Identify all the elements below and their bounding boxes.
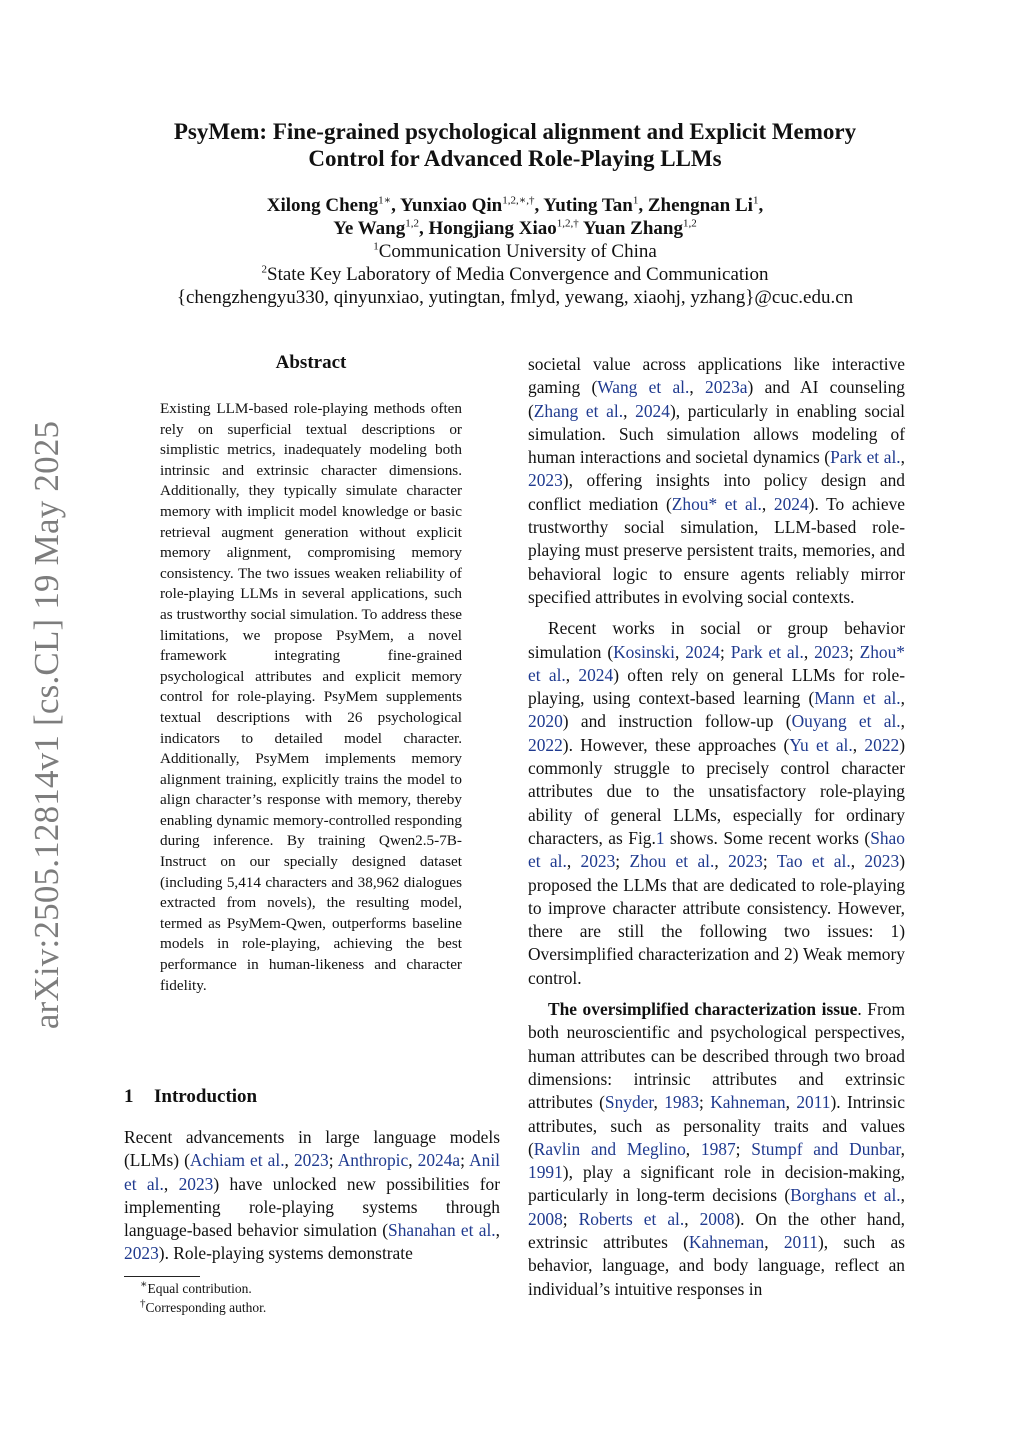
- text-run: ;: [848, 641, 860, 662]
- affiliation-1: [120, 240, 910, 263]
- citation-link[interactable]: 2024: [635, 400, 670, 421]
- citation-link[interactable]: Ravlin and Meglino: [533, 1138, 686, 1159]
- body-paragraph: [528, 617, 905, 990]
- citation-link[interactable]: 2008: [528, 1208, 563, 1229]
- author-name: Yunxiao Qin: [399, 195, 503, 216]
- text-run: ). However, these approaches (: [562, 734, 790, 755]
- section-heading-introduction: [124, 1086, 257, 1108]
- affiliation-2: [120, 263, 910, 286]
- text-run: ;: [615, 851, 630, 872]
- text-run: ), play a significant role in decision-making, particularly in long-term decisions (: [528, 1162, 905, 1206]
- arxiv-identifier: [22, 420, 72, 1030]
- author-block: [120, 194, 910, 309]
- intro-paragraph: [124, 1126, 500, 1266]
- text-run: ). On the other hand, extrinsic attributes (: [528, 1208, 905, 1252]
- text-run: ;: [328, 1150, 338, 1171]
- citation-link[interactable]: Stumpf and Dunbar: [751, 1138, 901, 1159]
- footnote-divider: [124, 1276, 200, 1277]
- citation-link[interactable]: Shao et al.: [528, 827, 905, 872]
- text-run: ;: [699, 1092, 711, 1113]
- text-run: ;: [562, 1208, 579, 1229]
- footnote-mark: ∗: [140, 1278, 148, 1291]
- citation-link[interactable]: 2023: [728, 851, 763, 872]
- text-run: . From both neuroscientific and psychological perspectives, human attributes can be described through two broad dimensions: intrinsic attributes and extrinsic attributes (: [528, 999, 905, 1113]
- body-paragraph: [528, 998, 905, 1301]
- citation-link[interactable]: 2023: [124, 1243, 159, 1264]
- citation-link[interactable]: Zhou* et al.: [528, 641, 905, 685]
- footnote-text: Corresponding author.: [145, 1300, 267, 1315]
- citation-link[interactable]: Anil et al.: [124, 1150, 500, 1194]
- text-run: ,: [900, 688, 906, 709]
- citation-link[interactable]: 1983: [664, 1092, 700, 1113]
- citation-link[interactable]: Roberts et al.: [578, 1208, 685, 1229]
- citation-link[interactable]: 2024: [578, 664, 614, 685]
- paragraph-lead-in: The oversimplified characterization issue: [548, 999, 858, 1020]
- text-run: ,: [803, 641, 815, 662]
- text-run: ,: [566, 851, 581, 872]
- text-run: ,: [565, 664, 579, 685]
- citation-link[interactable]: Kahneman: [688, 1231, 765, 1252]
- citation-link[interactable]: 2023: [580, 851, 616, 872]
- citation-link[interactable]: 2022: [864, 734, 900, 755]
- citation-link[interactable]: 2011: [796, 1092, 831, 1113]
- figure-link[interactable]: 1: [655, 827, 665, 848]
- affiliation-name: State Key Laboratory of Media Convergence and Communication: [267, 264, 769, 285]
- citation-link[interactable]: Zhou et al.: [629, 851, 715, 872]
- citation-link[interactable]: Yu et al.: [789, 734, 853, 755]
- text-run: ,: [284, 1150, 294, 1171]
- footnote-equal-contribution: [140, 1279, 480, 1298]
- author-affiliation-mark: 1,2,†: [556, 217, 579, 230]
- author-name: Yuan Zhang: [582, 218, 683, 239]
- author-name: Hongjiang Xiao: [428, 218, 557, 239]
- citation-link[interactable]: 2024a: [417, 1150, 461, 1171]
- author-affiliation-mark: 1: [752, 194, 759, 207]
- text-run: ,: [900, 711, 906, 732]
- text-run: ) have unlocked new possibilities for implementing role-playing systems through language-based behavior simulation (: [124, 1173, 501, 1241]
- citation-link[interactable]: Mann et al.: [814, 688, 901, 709]
- citation-link[interactable]: Park et al.: [830, 447, 901, 468]
- text-run: Recent advancements in large language models (LLMs) (: [124, 1127, 500, 1171]
- author-emails: {chengzhengyu330, qinyunxiao, yutingtan, fmlyd, yewang, xiaohj, yzhang}@cuc.edu.cn: [176, 287, 854, 308]
- abstract-heading: Abstract: [275, 352, 347, 373]
- author-name: Zhengnan Li: [647, 195, 753, 216]
- author-line-2: Ye Wang$^{1,2}$, Hongjiang Xiao$^{1,2,\dagger}$ Yuan Zhang$^{1,2}$: [333, 217, 697, 239]
- text-run: ). To achieve trustworthy social simulation, LLM-based role-playing must preserve persistent traits, memories, and behavioral logic to ensure agents reliably mirror specified attributes in evolving social contexts.: [528, 493, 905, 607]
- text-run: ,: [674, 641, 686, 662]
- citation-link[interactable]: 2023: [528, 470, 563, 491]
- text-run: ,: [689, 377, 705, 398]
- text-run: ), offering insights into policy design and conflict mediation (: [528, 470, 905, 514]
- citation-link[interactable]: Zhou* et al.: [671, 493, 762, 514]
- author-name: Yuting Tan: [543, 195, 633, 216]
- citation-link[interactable]: Kahneman: [710, 1092, 786, 1113]
- citation-link[interactable]: Anthropic: [337, 1150, 409, 1171]
- text-run: ), particularly in enabling social simulation. Such simulation allows modeling of human interactions and societal dynamics (: [528, 400, 906, 468]
- citation-link[interactable]: 2023: [293, 1150, 329, 1171]
- citation-link[interactable]: 2023: [864, 851, 900, 872]
- right-column: [528, 353, 905, 1309]
- text-run: ,: [163, 1173, 179, 1194]
- citation-link[interactable]: 1987: [700, 1138, 736, 1159]
- text-run: shows. Some recent works (: [664, 827, 871, 848]
- author-name: Ye Wang: [333, 218, 406, 239]
- text-run: ) commonly struggle to precisely control character attributes due to the unsatisfactory role-playing ability of general LLMs, especially for ordinary characters, as Fig.: [528, 734, 905, 848]
- text-run: ). Intrinsic attributes, such as personality traits and values (: [528, 1092, 905, 1159]
- text-run: ,: [653, 1092, 665, 1113]
- citation-link[interactable]: Achiam et al.: [189, 1150, 285, 1171]
- text-run: ,: [495, 1220, 500, 1241]
- citation-link[interactable]: Borghans et al.: [790, 1185, 901, 1206]
- citation-link[interactable]: Shanahan et al.: [388, 1220, 496, 1241]
- affiliation-mark: 2: [261, 263, 268, 276]
- text-run: Recent works in social or group behavior simulation (: [528, 618, 905, 662]
- affiliation-mark: 1: [373, 240, 379, 253]
- citation-link[interactable]: Snyder: [604, 1092, 654, 1113]
- text-run: ,: [761, 493, 774, 514]
- citation-link[interactable]: 2024: [773, 493, 809, 514]
- citation-link[interactable]: 2023: [814, 641, 849, 662]
- text-run: ) often rely on general LLMs for role-playing, using context-based learning (: [528, 664, 905, 709]
- citation-link[interactable]: 2024: [685, 641, 720, 662]
- abstract-text: Existing LLM-based role-playing methods often rely on superficial textual descriptions or simplistic metrics, inadequately modeling both intrinsic and extrinsic character dimensions. Additionally, they typically simulate character memory with implicit model knowledge or basic retrieval augment generation without explicit memory alignment, compromising memory consistency. The two issues weaken reliability of role-playing LLMs in several applications, such as trustworthy social simulation. To address these limitations, we propose PsyMem, a novel framework integrating fine-grained psychological attributes and explicit memory control for role-playing. PsyMem supplements textual descriptions with 26 psychological indicators to detailed model character. Additionally, PsyMem implements memory alignment training, explicitly trains the model to align character’s response with memory, thereby enabling dynamic memory-controlled responding during inference. By training Qwen2.5-7B-Instruct on our specially designed dataset (including 5,414 characters and 38,962 dialogues extracted from novels), the resulting model, termed as PsyMem-Qwen, outperforms baseline models in role-playing, achieving the best performance in human-likeness and character fidelity.: [160, 400, 462, 994]
- citation-link[interactable]: 2020: [528, 711, 563, 732]
- citation-link[interactable]: 1991: [528, 1162, 563, 1183]
- footnote-corresponding-author: [140, 1298, 480, 1317]
- arxiv-identifier-text: arXiv:2505.12814v1 [cs.CL] 19 May 2025: [27, 420, 66, 1030]
- text-run: ;: [735, 1138, 752, 1159]
- text-run: ), such as behavior, language, and body language, reflect an individual’s intuitive responses in: [528, 1231, 905, 1299]
- author-affiliation-mark: 1∗: [378, 194, 392, 207]
- text-run: ,: [900, 1185, 905, 1206]
- citation-link[interactable]: Ouyang et al.: [791, 711, 901, 732]
- text-run: ;: [762, 851, 777, 872]
- citation-link[interactable]: 2023: [178, 1173, 214, 1194]
- author-affiliation-mark: 1,2,∗,†: [502, 194, 535, 207]
- text-run: ;: [719, 641, 731, 662]
- text-run: ,: [714, 851, 729, 872]
- citation-link[interactable]: 2008: [699, 1208, 735, 1229]
- text-run: ,: [900, 447, 905, 468]
- citation-link[interactable]: 2023a: [705, 377, 748, 398]
- citation-link[interactable]: Tao et al.: [776, 851, 851, 872]
- text-run: ,: [785, 1092, 797, 1113]
- title-line-2: Control for Advanced Role-Playing LLMs: [308, 146, 722, 171]
- author-affiliation-mark: 1,2: [682, 217, 697, 230]
- citation-link[interactable]: Wang et al.: [597, 377, 690, 398]
- text-run: ,: [850, 851, 865, 872]
- citation-link[interactable]: Zhang et al.: [533, 400, 624, 421]
- text-run: ,: [408, 1150, 418, 1171]
- text-run: ,: [685, 1138, 701, 1159]
- author-affiliation-mark: 1,2: [405, 217, 419, 230]
- text-run: ,: [900, 1138, 905, 1159]
- text-run: ,: [852, 734, 865, 755]
- section-number: 1: [124, 1086, 134, 1107]
- text-run: ,: [764, 1231, 784, 1252]
- citation-link[interactable]: Kosinski: [613, 641, 675, 662]
- author-affiliation-mark: 1: [632, 194, 639, 207]
- text-run: ). Role-playing systems demonstrate: [158, 1243, 413, 1264]
- footnote-mark: †: [140, 1297, 146, 1310]
- section-title: Introduction: [154, 1086, 258, 1107]
- text-run: ) proposed the LLMs that are dedicated to role-playing to improve character attribute consistency. However, there are still the following two issues: 1) Oversimplified characterization and 2) Weak memory control.: [528, 851, 905, 988]
- citation-link[interactable]: Park et al.: [730, 641, 804, 662]
- footnote-text: Equal contribution.: [147, 1281, 252, 1296]
- body-paragraph: [528, 353, 905, 609]
- title-line-1: PsyMem: Fine-grained psychological alignment and Explicit Memory: [173, 119, 857, 144]
- text-run: ,: [623, 400, 636, 421]
- paper-title: [120, 118, 910, 172]
- text-run: ) and instruction follow-up (: [562, 711, 792, 732]
- author-line-1: Xilong Cheng$^{1∗}$, Yunxiao Qin$^{1,2,∗,\dagger}$, Yuting Tan$^1$, Zhengnan Li$^1$,: [266, 194, 764, 216]
- citation-link[interactable]: 2011: [783, 1231, 818, 1252]
- text-run: ,: [684, 1208, 700, 1229]
- text-run: ) and AI counseling (: [528, 377, 905, 421]
- text-run: ;: [460, 1150, 470, 1171]
- text-run: societal value across applications like interactive gaming (: [528, 354, 905, 398]
- author-name: Xilong Cheng: [266, 195, 379, 216]
- citation-link[interactable]: 2022: [528, 734, 563, 755]
- footnotes: [140, 1279, 480, 1317]
- affiliation-name: Communication University of China: [378, 241, 657, 262]
